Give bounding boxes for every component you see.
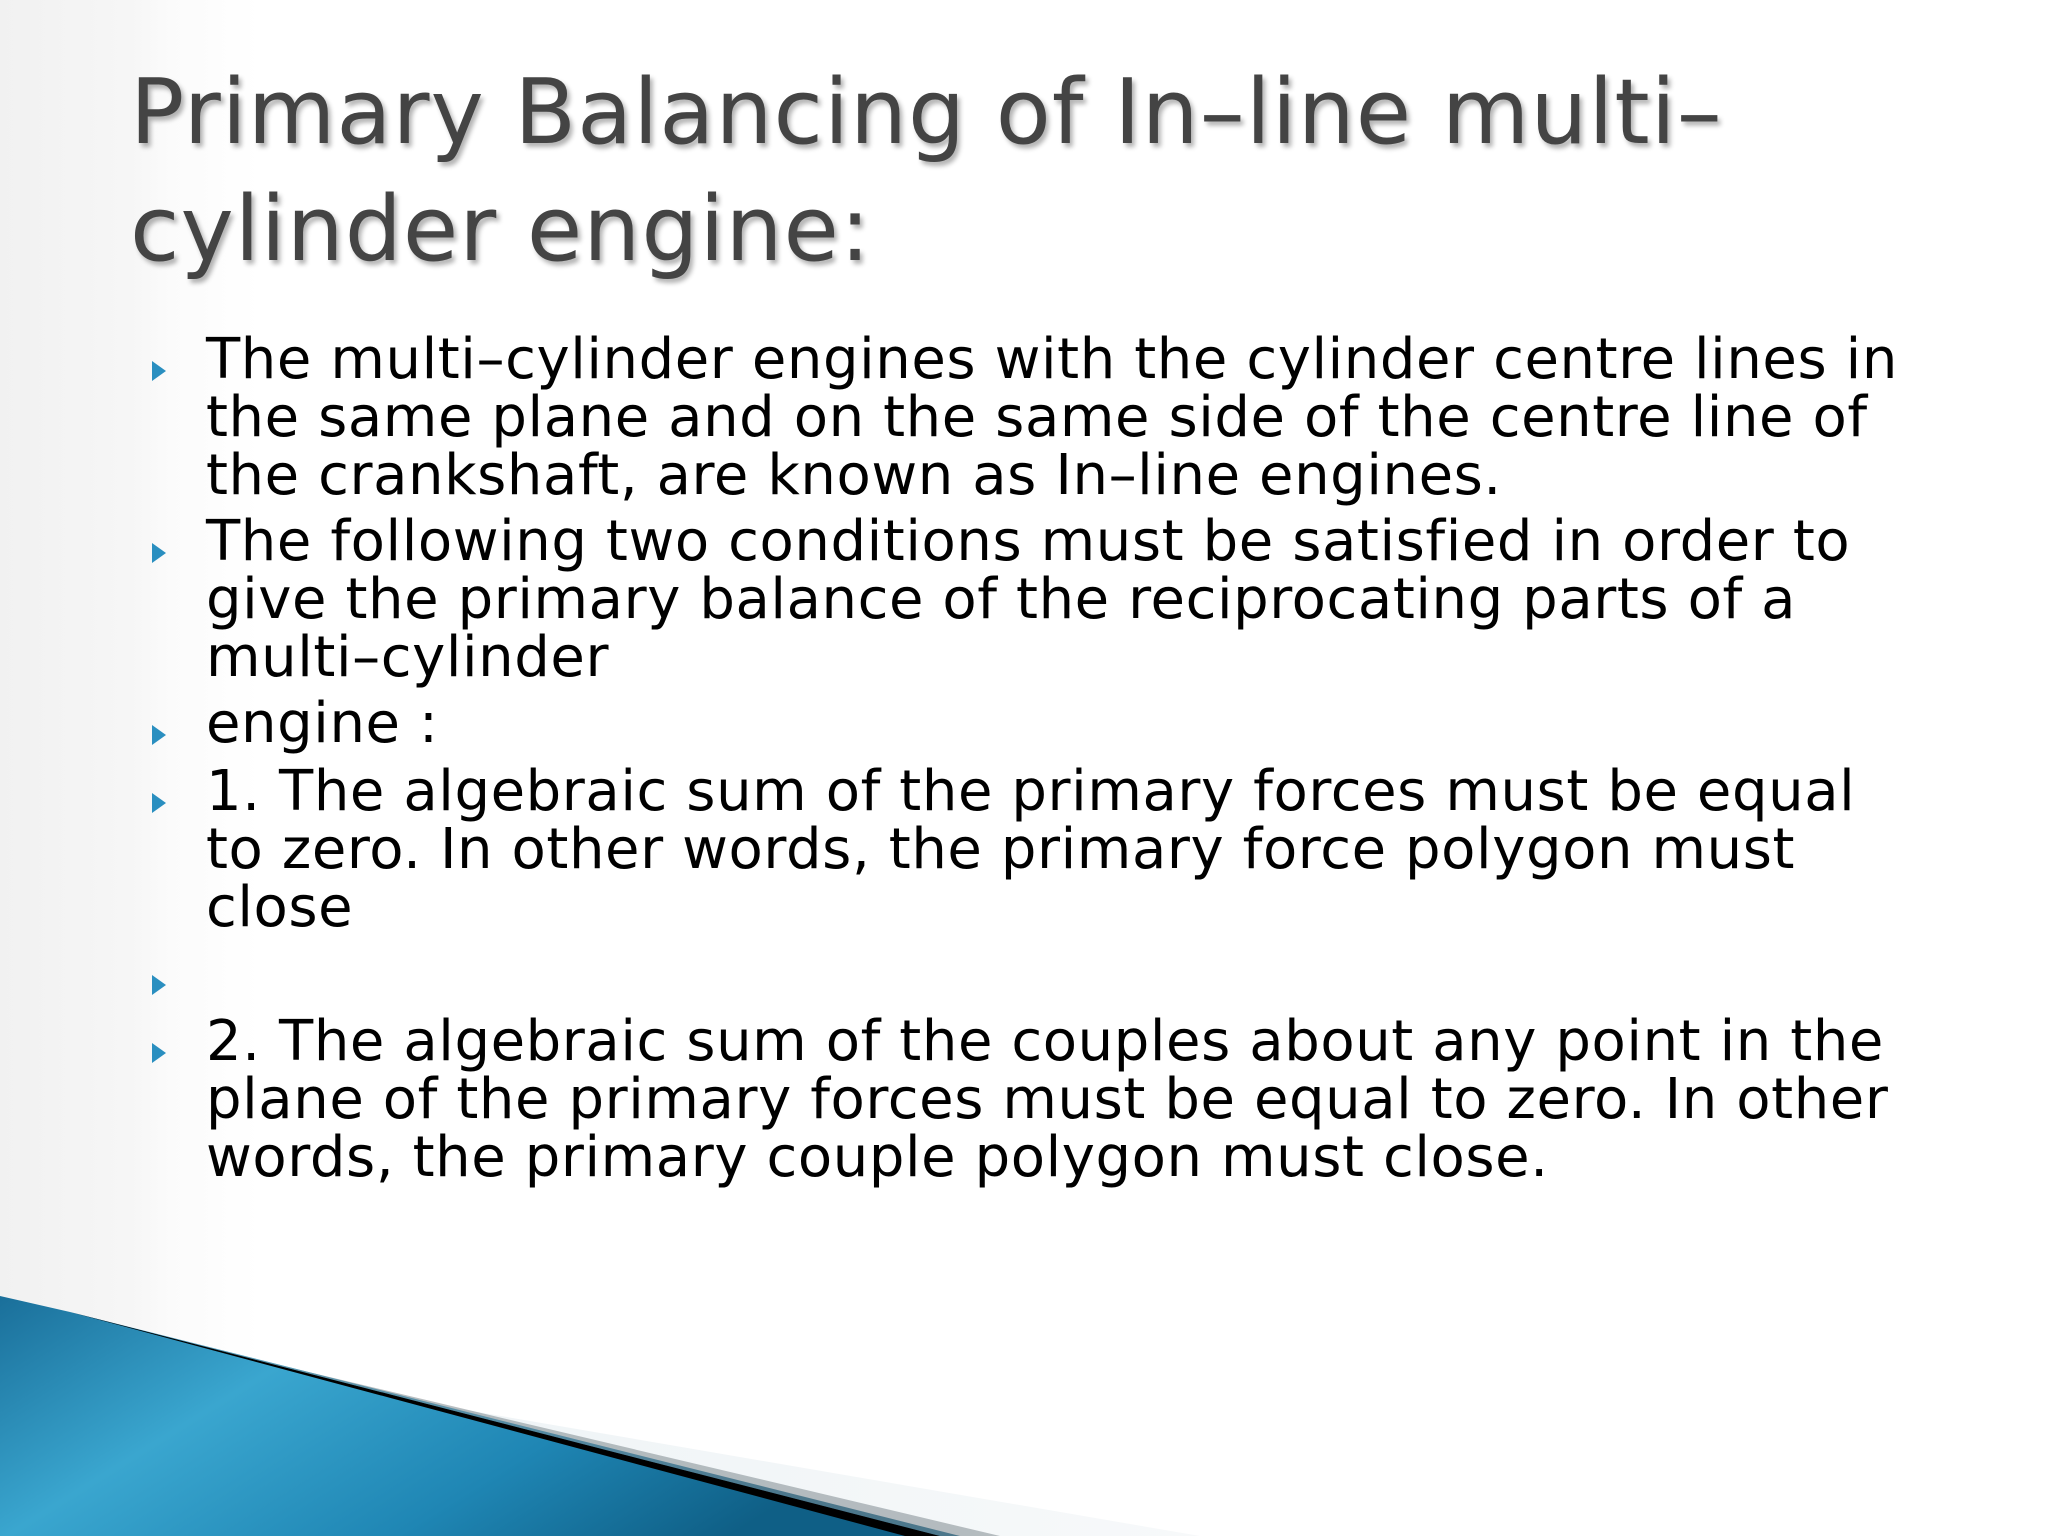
triangle-right-icon: [148, 788, 172, 818]
bullet-item: 1. The algebraic sum of the primary forces must be equal to zero. In other words, the primary force polygon must close: [206, 759, 1856, 940]
slide-title: [130, 54, 1990, 288]
triangle-right-icon: [148, 1038, 172, 1068]
triangle-right-icon: [148, 720, 172, 750]
triangle-right-icon: [148, 970, 172, 1000]
bullet-item: 2. The algebraic sum of the couples about any point in the plane of the primary forces must be equal to zero. In other words, the primary couple polygon must close.: [206, 1009, 1889, 1190]
bullet-item: The following two conditions must be satisfied in order to give the primary balance of the reciprocating parts of a multi–cylinder: [206, 509, 1851, 690]
triangle-right-icon: [148, 356, 172, 386]
slide-title-text: Primary Balancing of In–line multi– cylinder engine:: [130, 60, 1723, 282]
triangle-right-icon: [148, 538, 172, 568]
bullet-item: engine :: [206, 691, 439, 756]
bullet-item: The multi–cylinder engines with the cylinder centre lines in the same plane and on the same side of the centre line of the crankshaft, are known as In–line engines.: [206, 327, 1898, 508]
